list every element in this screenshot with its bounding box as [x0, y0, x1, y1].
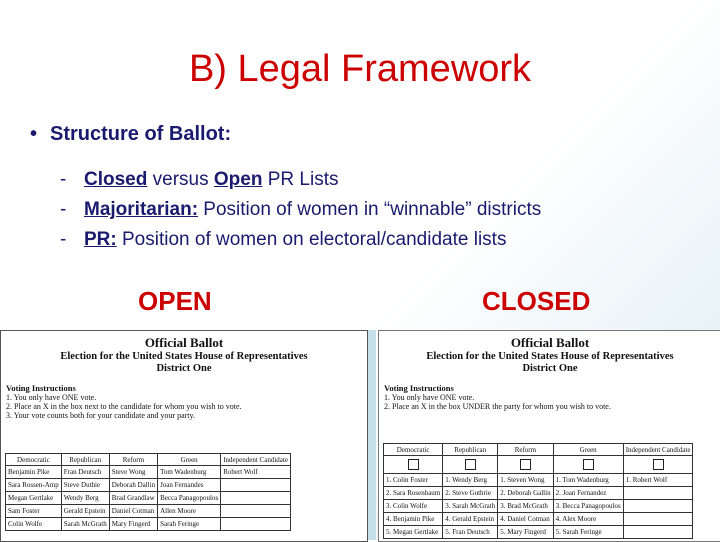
checkbox-cell	[443, 456, 498, 474]
sub-text: versus	[147, 169, 214, 190]
candidate-cell: 4. Daniel Cotman	[498, 513, 553, 526]
ballot-separator	[368, 330, 376, 540]
party-header: Independent Candidate	[221, 454, 291, 466]
party-header: Democratic	[384, 444, 443, 456]
emph-closed: Closed	[84, 169, 148, 190]
table-row	[6, 505, 291, 518]
emph-majoritarian: Majoritarian:	[84, 199, 199, 220]
bullet-marker: •	[30, 123, 38, 145]
table-row	[384, 526, 693, 539]
party-header: Green	[158, 454, 221, 466]
party-header: Reform	[498, 444, 553, 456]
candidate-cell: 3. Becca Panagopoulos	[553, 500, 623, 513]
candidate-cell: Sam Foster	[6, 505, 62, 518]
party-header: Republican	[443, 444, 498, 456]
party-checkbox[interactable]	[653, 459, 664, 470]
table-row	[6, 479, 291, 492]
party-header: Democratic	[6, 454, 62, 466]
party-checkbox[interactable]	[520, 459, 531, 470]
candidate-cell: Gerald Epstein	[61, 505, 109, 518]
open-label: OPEN	[138, 286, 212, 316]
ballot-subtitle: Election for the United States House of Representatives	[60, 351, 308, 362]
candidate-cell: Allen Moore	[158, 505, 221, 518]
candidate-cell: 1. Wendy Berg	[443, 474, 498, 487]
candidate-cell	[221, 492, 291, 505]
table-header-row	[6, 454, 291, 466]
party-checkbox[interactable]	[408, 459, 419, 470]
bullet-structure	[30, 123, 231, 146]
ballot-title: Official Ballot	[510, 335, 590, 350]
slide-title: B) Legal Framework	[188, 48, 532, 90]
party-header: Independent Candidate	[623, 444, 693, 456]
table-row	[384, 487, 693, 500]
party-checkbox[interactable]	[465, 459, 476, 470]
instruction-line: 3. Your vote counts both for your candidate and your party.	[6, 411, 195, 420]
checkbox-cell	[384, 456, 443, 474]
instruction-line: 2. Place an X in the box UNDER the party for whom you wish to vote.	[384, 402, 611, 411]
candidate-cell	[623, 500, 693, 513]
party-checkbox[interactable]	[583, 459, 594, 470]
instruction-line: 1. You only have ONE vote.	[384, 393, 475, 402]
closed-ballot-image	[378, 330, 720, 542]
candidate-cell: Daniel Cotman	[109, 505, 157, 518]
candidate-cell: 3. Colin Wolfe	[384, 500, 443, 513]
candidate-cell: 1. Colin Foster	[384, 474, 443, 487]
sub-bullet-closed-open	[60, 165, 541, 195]
candidate-cell	[623, 513, 693, 526]
ballot-district: District One	[522, 363, 578, 374]
ballot-title: Official Ballot	[144, 335, 224, 350]
emph-pr: PR:	[84, 229, 117, 250]
candidate-cell: 5. Sarah Feringe	[553, 526, 623, 539]
checkbox-cell	[498, 456, 553, 474]
candidate-cell: 5. Fran Deutsch	[443, 526, 498, 539]
candidate-cell: Tom Wadenburg	[158, 466, 221, 479]
candidate-cell: Wendy Berg	[61, 492, 109, 505]
party-header: Republican	[61, 454, 109, 466]
candidate-cell: 2. Steve Guthrie	[443, 487, 498, 500]
candidate-cell	[221, 479, 291, 492]
ballot-subtitle: Election for the United States House of Representatives	[426, 351, 674, 362]
candidate-cell: Sara Rossen-Amp	[6, 479, 62, 492]
candidate-cell: 1. Steven Wong	[498, 474, 553, 487]
candidate-cell: Brad Grandlaw	[109, 492, 157, 505]
instruction-line: 1. You only have ONE vote.	[6, 393, 97, 402]
party-header: Green	[553, 444, 623, 456]
ballot-district: District One	[156, 363, 212, 374]
sub-bullet-pr	[60, 225, 541, 255]
open-ballot-table	[5, 453, 291, 531]
candidate-cell: Mary Fingerd	[109, 518, 157, 531]
candidate-cell: 4. Gerald Epstein	[443, 513, 498, 526]
candidate-cell: Steve Wong	[109, 466, 157, 479]
candidate-cell: Deborah Dallin	[109, 479, 157, 492]
open-ballot-image	[0, 330, 368, 542]
checkbox-cell	[623, 456, 693, 474]
candidate-cell: Fran Deutsch	[61, 466, 109, 479]
candidate-cell: 3. Sarah McGrath	[443, 500, 498, 513]
candidate-cell: 2. Deborah Gallin	[498, 487, 553, 500]
candidate-cell: 5. Megan Gertlake	[384, 526, 443, 539]
party-header: Reform	[109, 454, 157, 466]
candidate-cell: Becca Panagopoulos	[158, 492, 221, 505]
instruction-line: 2. Place an X in the box next to the candidate for whom you wish to vote.	[6, 402, 242, 411]
candidate-cell: Sarah Feringe	[158, 518, 221, 531]
candidate-cell	[623, 526, 693, 539]
closed-label: CLOSED	[482, 286, 591, 316]
sub-bullet-majoritarian	[60, 195, 541, 225]
table-row	[6, 518, 291, 531]
candidate-cell: Sarah McGrath	[61, 518, 109, 531]
table-row	[6, 466, 291, 479]
table-row	[384, 500, 693, 513]
candidate-cell: 4. Benjamin Pike	[384, 513, 443, 526]
table-row	[384, 474, 693, 487]
voting-instructions-heading: Voting Instructions	[384, 383, 454, 393]
candidate-cell: Steve Duthie	[61, 479, 109, 492]
candidate-cell: Benjamin Pike	[6, 466, 62, 479]
sub-text: Position of women on electoral/candidate lists	[116, 229, 507, 250]
checkbox-row	[384, 456, 693, 474]
candidate-cell: Colin Wolfe	[6, 518, 62, 531]
dash-marker: -	[60, 199, 67, 220]
candidate-cell	[221, 505, 291, 518]
sub-bullet-list	[60, 165, 541, 255]
candidate-cell: 1. Robert Wolf	[623, 474, 693, 487]
candidate-cell: 3. Brad McGrath	[498, 500, 553, 513]
candidate-cell	[623, 487, 693, 500]
candidate-cell: Robert Wolf	[221, 466, 291, 479]
dash-marker: -	[60, 229, 67, 250]
emph-open: Open	[213, 169, 263, 190]
candidate-cell: Joan Fernandes	[158, 479, 221, 492]
candidate-cell: 1. Tom Wadenburg	[553, 474, 623, 487]
candidate-cell: 2. Sara Rosenbaum	[384, 487, 443, 500]
table-row	[6, 492, 291, 505]
closed-ballot-table	[383, 443, 693, 539]
candidate-cell: 4. Alex Moore	[553, 513, 623, 526]
candidate-cell: 5. Mary Fingerd	[498, 526, 553, 539]
bullet-text: Structure of Ballot:	[50, 123, 232, 145]
candidate-cell: Megan Gertlake	[6, 492, 62, 505]
checkbox-cell	[553, 456, 623, 474]
table-header-row	[384, 444, 693, 456]
dash-marker: -	[60, 169, 67, 190]
candidate-cell	[221, 518, 291, 531]
candidate-cell: 2. Joan Fernandez	[553, 487, 623, 500]
sub-text: Position of women in “winnable” districts	[198, 199, 542, 220]
voting-instructions-heading: Voting Instructions	[6, 383, 76, 393]
table-row	[384, 513, 693, 526]
sub-text: PR Lists	[262, 169, 339, 190]
